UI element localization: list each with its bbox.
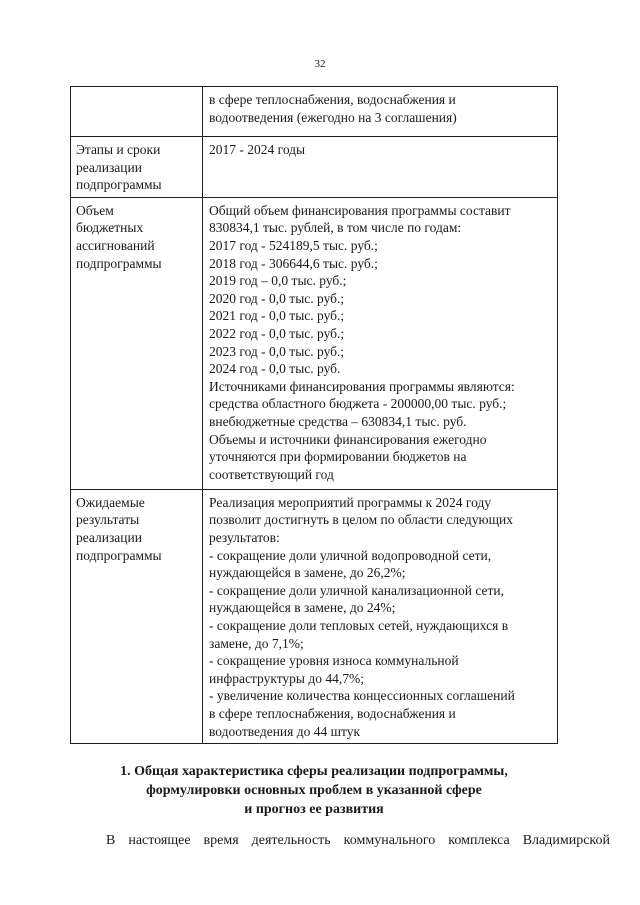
row-label <box>71 489 203 743</box>
text-line: нуждающейся в замене, до 24%; <box>209 600 396 616</box>
text-line: замене, до 7,1%; <box>209 635 304 651</box>
text-line: в сфере теплоснабжения, водоснабжения и <box>209 92 456 107</box>
row-value <box>203 87 558 137</box>
text-line: 2017 - 2024 годы <box>209 142 306 157</box>
subprogram-passport-table <box>70 86 558 744</box>
text-line: 2018 год - 306644,6 тыс. руб.; <box>209 255 378 271</box>
row-label <box>71 197 203 489</box>
text-line: соответствующий год <box>209 466 334 482</box>
label-line: подпрограммы <box>76 255 162 271</box>
label-line: Ожидаемые <box>76 494 145 510</box>
text-line: 2021 год - 0,0 тыс. руб.; <box>209 308 345 324</box>
label-line: Объем <box>76 202 114 218</box>
label-line: реализации <box>76 159 142 175</box>
page-number: 32 <box>314 58 326 70</box>
text-line: - сокращение уровня износа коммунальной <box>209 653 459 669</box>
heading-line: 1. Общая характеристика сферы реализации подпрограммы, <box>120 764 508 779</box>
section-heading <box>70 762 558 819</box>
text-line: инфраструктуры до 44,7%; <box>209 670 364 686</box>
text-line: 2019 год – 0,0 тыс. руб.; <box>209 273 347 289</box>
label-line: подпрограммы <box>76 177 162 193</box>
table-row <box>71 489 558 743</box>
table-row <box>71 197 558 489</box>
label-line: Этапы и сроки <box>76 142 161 157</box>
text-line: 2020 год - 0,0 тыс. руб.; <box>209 290 345 306</box>
text-line: 2023 год - 0,0 тыс. руб.; <box>209 343 345 359</box>
table-row <box>71 137 558 198</box>
row-label-empty <box>71 87 203 137</box>
text-line: 2022 год - 0,0 тыс. руб.; <box>209 325 345 341</box>
text-line: - сокращение доли тепловых сетей, нуждающихся в <box>209 617 509 633</box>
text-line: нуждающейся в замене, до 26,2%; <box>209 565 406 581</box>
text-line: - увеличение количества концессионных соглашений <box>209 688 515 704</box>
row-value <box>203 197 558 489</box>
text-line: в сфере теплоснабжения, водоснабжения и <box>209 705 456 721</box>
text-line: Объемы и источники финансирования ежегодно <box>209 431 487 447</box>
text-line: уточняются при формировании бюджетов на <box>209 449 467 465</box>
text-line: позволит достигнуть в целом по области следующих <box>209 512 513 528</box>
label-line: результаты <box>76 512 140 528</box>
text-line: Общий объем финансирования программы составит <box>209 202 511 218</box>
text-line: средства областного бюджета - 200000,00 тыс. руб.; <box>209 396 507 412</box>
label-line: реализации <box>76 529 142 545</box>
label-line: подпрограммы <box>76 547 162 563</box>
row-value <box>203 137 558 198</box>
text-line: 830834,1 тыс. рублей, в том числе по годам: <box>209 220 462 236</box>
text-line: водоотведения (ежегодно на 3 соглашения) <box>209 109 457 125</box>
text-line: внебюджетные средства – 630834,1 тыс. руб. <box>209 413 467 429</box>
label-line: ассигнований <box>76 237 155 253</box>
text-line: результатов: <box>209 529 280 545</box>
text-line: Реализация мероприятий программы к 2024 году <box>209 494 492 510</box>
heading-line: и прогноз ее развития <box>244 802 384 817</box>
body-paragraph: В настоящее время деятельность коммунального комплекса Владимирской <box>106 833 610 848</box>
text-line: Источниками финансирования программы являются: <box>209 378 515 394</box>
row-value <box>203 489 558 743</box>
row-label <box>71 137 203 198</box>
heading-line: формулировки основных проблем в указанной сфере <box>146 783 482 798</box>
text-line: - сокращение доли уличной водопроводной сети, <box>209 547 492 563</box>
text-line: водоотведения до 44 штук <box>209 723 361 739</box>
label-line: бюджетных <box>76 220 144 236</box>
text-line: 2017 год - 524189,5 тыс. руб.; <box>209 237 378 253</box>
table-row <box>71 87 558 137</box>
text-line: - сокращение доли уличной канализационной сети, <box>209 582 504 598</box>
text-line: 2024 год - 0,0 тыс. руб. <box>209 361 341 377</box>
